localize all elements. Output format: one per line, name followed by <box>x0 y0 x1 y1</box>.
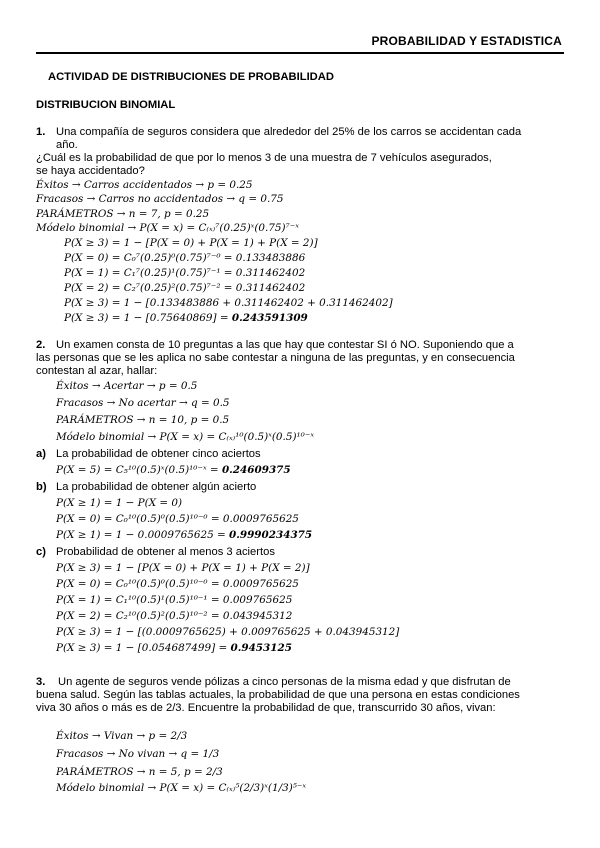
problem-3-model: Módelo binomial → P(X = x) = C₍ₓ₎⁵(2/3)ˣ(1/3)⁵⁻ˣ <box>56 782 307 794</box>
problem-2c-step-4: P(X = 2) = C₂¹⁰(0.5)²(0.5)¹⁰⁻² = 0.043945312 <box>56 610 293 622</box>
problem-2b-result-value: 0.9990234375 <box>229 529 313 541</box>
problem-2b-step-2: P(X = 0) = C₀¹⁰(0.5)⁰(0.5)¹⁰⁻⁰ = 0.0009765625 <box>56 513 299 525</box>
problem-1-step-3: P(X = 1) = C₁⁷(0.25)¹(0.75)⁷⁻¹ = 0.311462402 <box>64 267 306 279</box>
header-divider <box>36 52 564 54</box>
problem-1-number: 1. <box>36 126 46 138</box>
problem-1-exitos: Éxitos → Carros accidentados → p = 0.25 <box>36 179 253 191</box>
problem-3-line-1: Un agente de seguros vende pólizas a cinco personas de la misma edad y que disfrutan de <box>58 676 511 688</box>
problem-2-model: Módelo binomial → P(X = x) = C₍ₓ₎¹⁰(0.5)ˣ(0.5)¹⁰⁻ˣ <box>56 431 315 443</box>
problem-2a-result-value: 0.24609375 <box>221 464 291 476</box>
section-title: DISTRIBUCION BINOMIAL <box>36 99 176 111</box>
problem-2c-step-1: P(X ≥ 3) = 1 − [P(X = 0) + P(X = 1) + P(X = 2)] <box>56 562 310 574</box>
problem-3-exitos: Éxitos → Vivan → p = 2/3 <box>56 730 188 742</box>
activity-title: ACTIVIDAD DE DISTRIBUCIONES DE PROBABILIDAD <box>48 71 334 83</box>
problem-1-question-2: se haya accidentado? <box>36 165 145 177</box>
problem-2b-result <box>56 529 312 542</box>
problem-2c-result <box>56 642 292 655</box>
problem-1-step-1: P(X ≥ 3) = 1 − [P(X = 0) + P(X = 1) + P(X = 2)] <box>64 237 318 249</box>
problem-2-line-1: Un examen consta de 10 preguntas a las que hay que contestar SI ó NO. Suponiendo que a <box>56 339 514 351</box>
problem-2c-step-2: P(X = 0) = C₀¹⁰(0.5)⁰(0.5)¹⁰⁻⁰ = 0.0009765625 <box>56 578 299 590</box>
problem-3-fracasos: Fracasos → No vivan → q = 1/3 <box>56 748 220 760</box>
problem-2c-step-3: P(X = 1) = C₁¹⁰(0.5)¹(0.5)¹⁰⁻¹ = 0.009765625 <box>56 594 293 606</box>
problem-2-line-2: las personas que se les aplica no sabe contestar a ninguna de las preguntas, y en consecuencia <box>36 352 515 364</box>
problem-1-model: Módelo binomial → P(X = x) = C₍ₓ₎⁷(0.25)ˣ(0.75)⁷⁻ˣ <box>36 222 299 234</box>
problem-2-exitos: Éxitos → Acertar → p = 0.5 <box>56 380 198 392</box>
problem-2c-text: Probabilidad de obtener al menos 3 aciertos <box>56 546 275 558</box>
problem-2-number: 2. <box>36 339 46 351</box>
header-title: PROBABILIDAD Y ESTADISTICA <box>371 34 562 48</box>
problem-3-parametros: PARÁMETROS → n = 5, p = 2/3 <box>56 766 223 778</box>
problem-1-result-expr: P(X ≥ 3) = 1 − [0.75640869] = <box>64 312 232 324</box>
problem-2c-result-value: 0.9453125 <box>230 642 292 654</box>
problem-2c-step-5: P(X ≥ 3) = 1 − [(0.0009765625) + 0.009765625 + 0.043945312] <box>56 626 400 638</box>
problem-1-line-2: año. <box>56 139 78 151</box>
problem-2-parametros: PARÁMETROS → n = 10, p = 0.5 <box>56 414 230 426</box>
problem-1-parametros: PARÁMETROS → n = 7, p = 0.25 <box>36 208 210 220</box>
problem-2c-label: c) <box>36 546 46 558</box>
problem-1-result-value: 0.243591309 <box>231 312 308 324</box>
problem-2a-result <box>56 464 291 477</box>
problem-2b-text: La probabilidad de obtener algún acierto <box>56 481 257 493</box>
problem-1-question-1: ¿Cuál es la probabilidad de que por lo menos 3 de una muestra de 7 vehículos asegurados, <box>36 152 492 164</box>
problem-3-line-3: viva 30 años o más es de 2/3. Encuentre la probabilidad de que, transcurrido 30 años, vivan: <box>36 702 496 714</box>
problem-1-line-1: Una compañía de seguros considera que alrededor del 25% de los carros se accidentan cada <box>56 126 522 138</box>
problem-2-line-3: contestan al azar, hallar: <box>36 365 158 377</box>
problem-2c-result-expr: P(X ≥ 3) = 1 − [0.054687499] = <box>56 642 231 654</box>
problem-2-fracasos: Fracasos → No acertar → q = 0.5 <box>56 397 230 409</box>
problem-2a-text: La probabilidad de obtener cinco aciertos <box>56 448 261 460</box>
problem-3-number: 3. <box>36 676 46 688</box>
problem-2b-step-1: P(X ≥ 1) = 1 − P(X = 0) <box>56 497 183 509</box>
problem-1-step-4: P(X = 2) = C₂⁷(0.25)²(0.75)⁷⁻² = 0.311462402 <box>64 282 306 294</box>
problem-2a-result-expr: P(X = 5) = C₅¹⁰(0.5)ˣ(0.5)¹⁰⁻ˣ = <box>56 464 222 476</box>
problem-1-result <box>64 312 308 325</box>
problem-1-step-2: P(X = 0) = C₀⁷(0.25)⁰(0.75)⁷⁻⁰ = 0.133483886 <box>64 252 306 264</box>
problem-1-step-5: P(X ≥ 3) = 1 − [0.133483886 + 0.311462402 + 0.311462402] <box>64 297 393 309</box>
problem-2b-label: b) <box>36 481 47 493</box>
problem-2b-result-expr: P(X ≥ 1) = 1 − 0.0009765625 = <box>56 529 229 541</box>
problem-3-line-2: buena salud. Según las tablas actuales, la probabilidad de que una persona en estas condiciones <box>36 689 520 701</box>
problem-1-fracasos: Fracasos → Carros no accidentados → q = 0.75 <box>36 193 284 205</box>
problem-2a-label: a) <box>36 448 46 460</box>
